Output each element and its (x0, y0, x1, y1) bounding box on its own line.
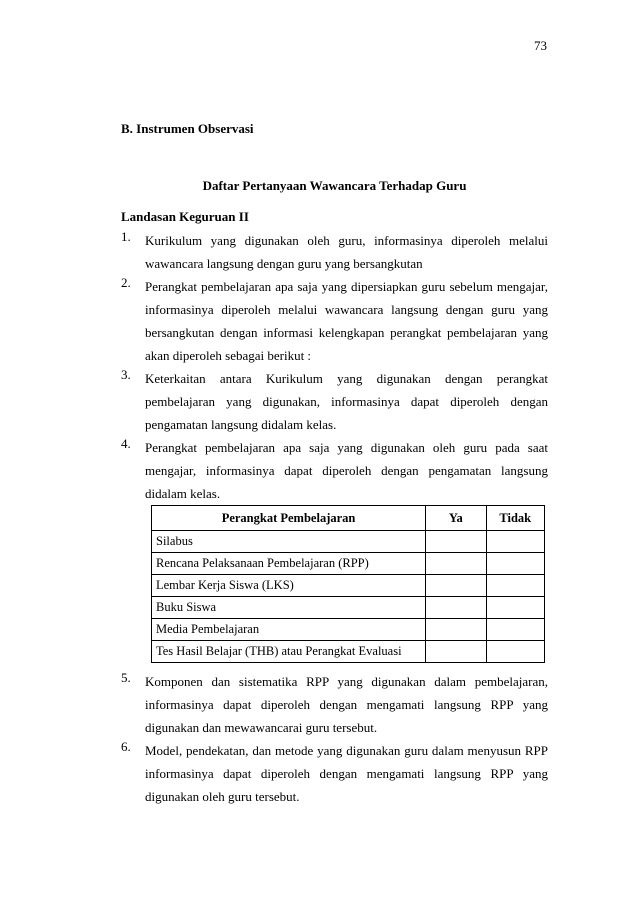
no-cell (486, 619, 544, 641)
tool-name-cell: Media Pembelajaran (152, 619, 426, 641)
item-text-line: Perangkat pembelajaran apa saja yang dipersiapkan guru sebelum mengajar, (145, 279, 548, 294)
tool-name-cell: Rencana Pelaksanaan Pembelajaran (RPP) (152, 553, 426, 575)
column-header-yes: Ya (426, 506, 486, 531)
yes-cell (426, 553, 486, 575)
table-row (152, 553, 545, 575)
yes-cell (426, 619, 486, 641)
item-text-line: Komponen dan sistematika RPP yang digunakan dalam pembelajaran, (145, 674, 548, 689)
item-number: 4. (121, 436, 131, 451)
item-text-line: Keterkaitan antara Kurikulum yang digunakan dengan perangkat (145, 371, 548, 386)
list-item (121, 436, 548, 505)
list-item (121, 229, 548, 275)
table-row (152, 531, 545, 553)
item-text-line: digunakan dan mewawancarai guru tersebut. (145, 720, 378, 735)
yes-cell (426, 597, 486, 619)
item-number: 3. (121, 367, 131, 382)
item-text-line: informasinya dapat diperoleh dengan mengamati langsung RPP yang (145, 766, 548, 781)
column-header-no: Tidak (486, 506, 544, 531)
subheading: Landasan Keguruan II (121, 209, 249, 224)
item-text-line: informasinya dapat diperoleh dengan mengamati langsung RPP yang (145, 697, 548, 712)
item-text-line: Kurikulum yang digunakan oleh guru, informasinya diperoleh melalui (145, 233, 548, 248)
table-row (152, 641, 545, 663)
table-row (152, 597, 545, 619)
item-text-line: pembelajaran yang digunakan, informasinya dapat diperoleh dengan (145, 394, 548, 409)
list-item (121, 670, 548, 739)
no-cell (486, 531, 544, 553)
item-number: 5. (121, 670, 131, 685)
item-text-line: Perangkat pembelajaran apa saja yang digunakan oleh guru pada saat (145, 440, 548, 455)
question-list-part-2 (121, 670, 548, 808)
table-row (152, 619, 545, 641)
list-item (121, 275, 548, 367)
tool-name-cell: Silabus (152, 531, 426, 553)
section-heading: B. Instrumen Observasi (121, 121, 254, 136)
tool-name-cell: Buku Siswa (152, 597, 426, 619)
item-number: 6. (121, 739, 131, 754)
table-row (152, 575, 545, 597)
item-text-line: digunakan oleh guru tersebut. (145, 789, 300, 804)
no-cell (486, 575, 544, 597)
no-cell (486, 597, 544, 619)
no-cell (486, 553, 544, 575)
tool-name-cell: Tes Hasil Belajar (THB) atau Perangkat Evaluasi (152, 641, 426, 663)
learning-tools-table (151, 505, 545, 663)
document-title: Daftar Pertanyaan Wawancara Terhadap Guru (202, 178, 467, 193)
item-text-line: didalam kelas. (145, 486, 221, 501)
yes-cell (426, 641, 486, 663)
page-number: 73 (534, 38, 547, 53)
item-text-line: informasinya diperoleh melalui wawancara langsung dengan guru yang (145, 302, 548, 317)
item-text-line: mengajar, informasinya dapat diperoleh dengan pengamatan langsung (145, 463, 548, 478)
tool-name-cell: Lembar Kerja Siswa (LKS) (152, 575, 426, 597)
yes-cell (426, 531, 486, 553)
item-text-line: akan diperoleh sebagai berikut : (145, 348, 312, 363)
column-header-tool: Perangkat Pembelajaran (152, 506, 426, 531)
list-item (121, 739, 548, 808)
item-text-line: wawancara langsung dengan guru yang bersangkutan (145, 256, 423, 271)
item-number: 1. (121, 229, 131, 244)
no-cell (486, 641, 544, 663)
yes-cell (426, 575, 486, 597)
table-header-row (152, 506, 545, 531)
list-item (121, 367, 548, 436)
question-list-part-1 (121, 229, 548, 505)
item-text-line: pengamatan langsung didalam kelas. (145, 417, 337, 432)
item-text-line: Model, pendekatan, dan metode yang digunakan guru dalam menyusun RPP (145, 743, 548, 758)
item-number: 2. (121, 275, 131, 290)
item-text-line: bersangkutan dengan informasi kelengkapan perangkat pembelajaran yang (145, 325, 548, 340)
